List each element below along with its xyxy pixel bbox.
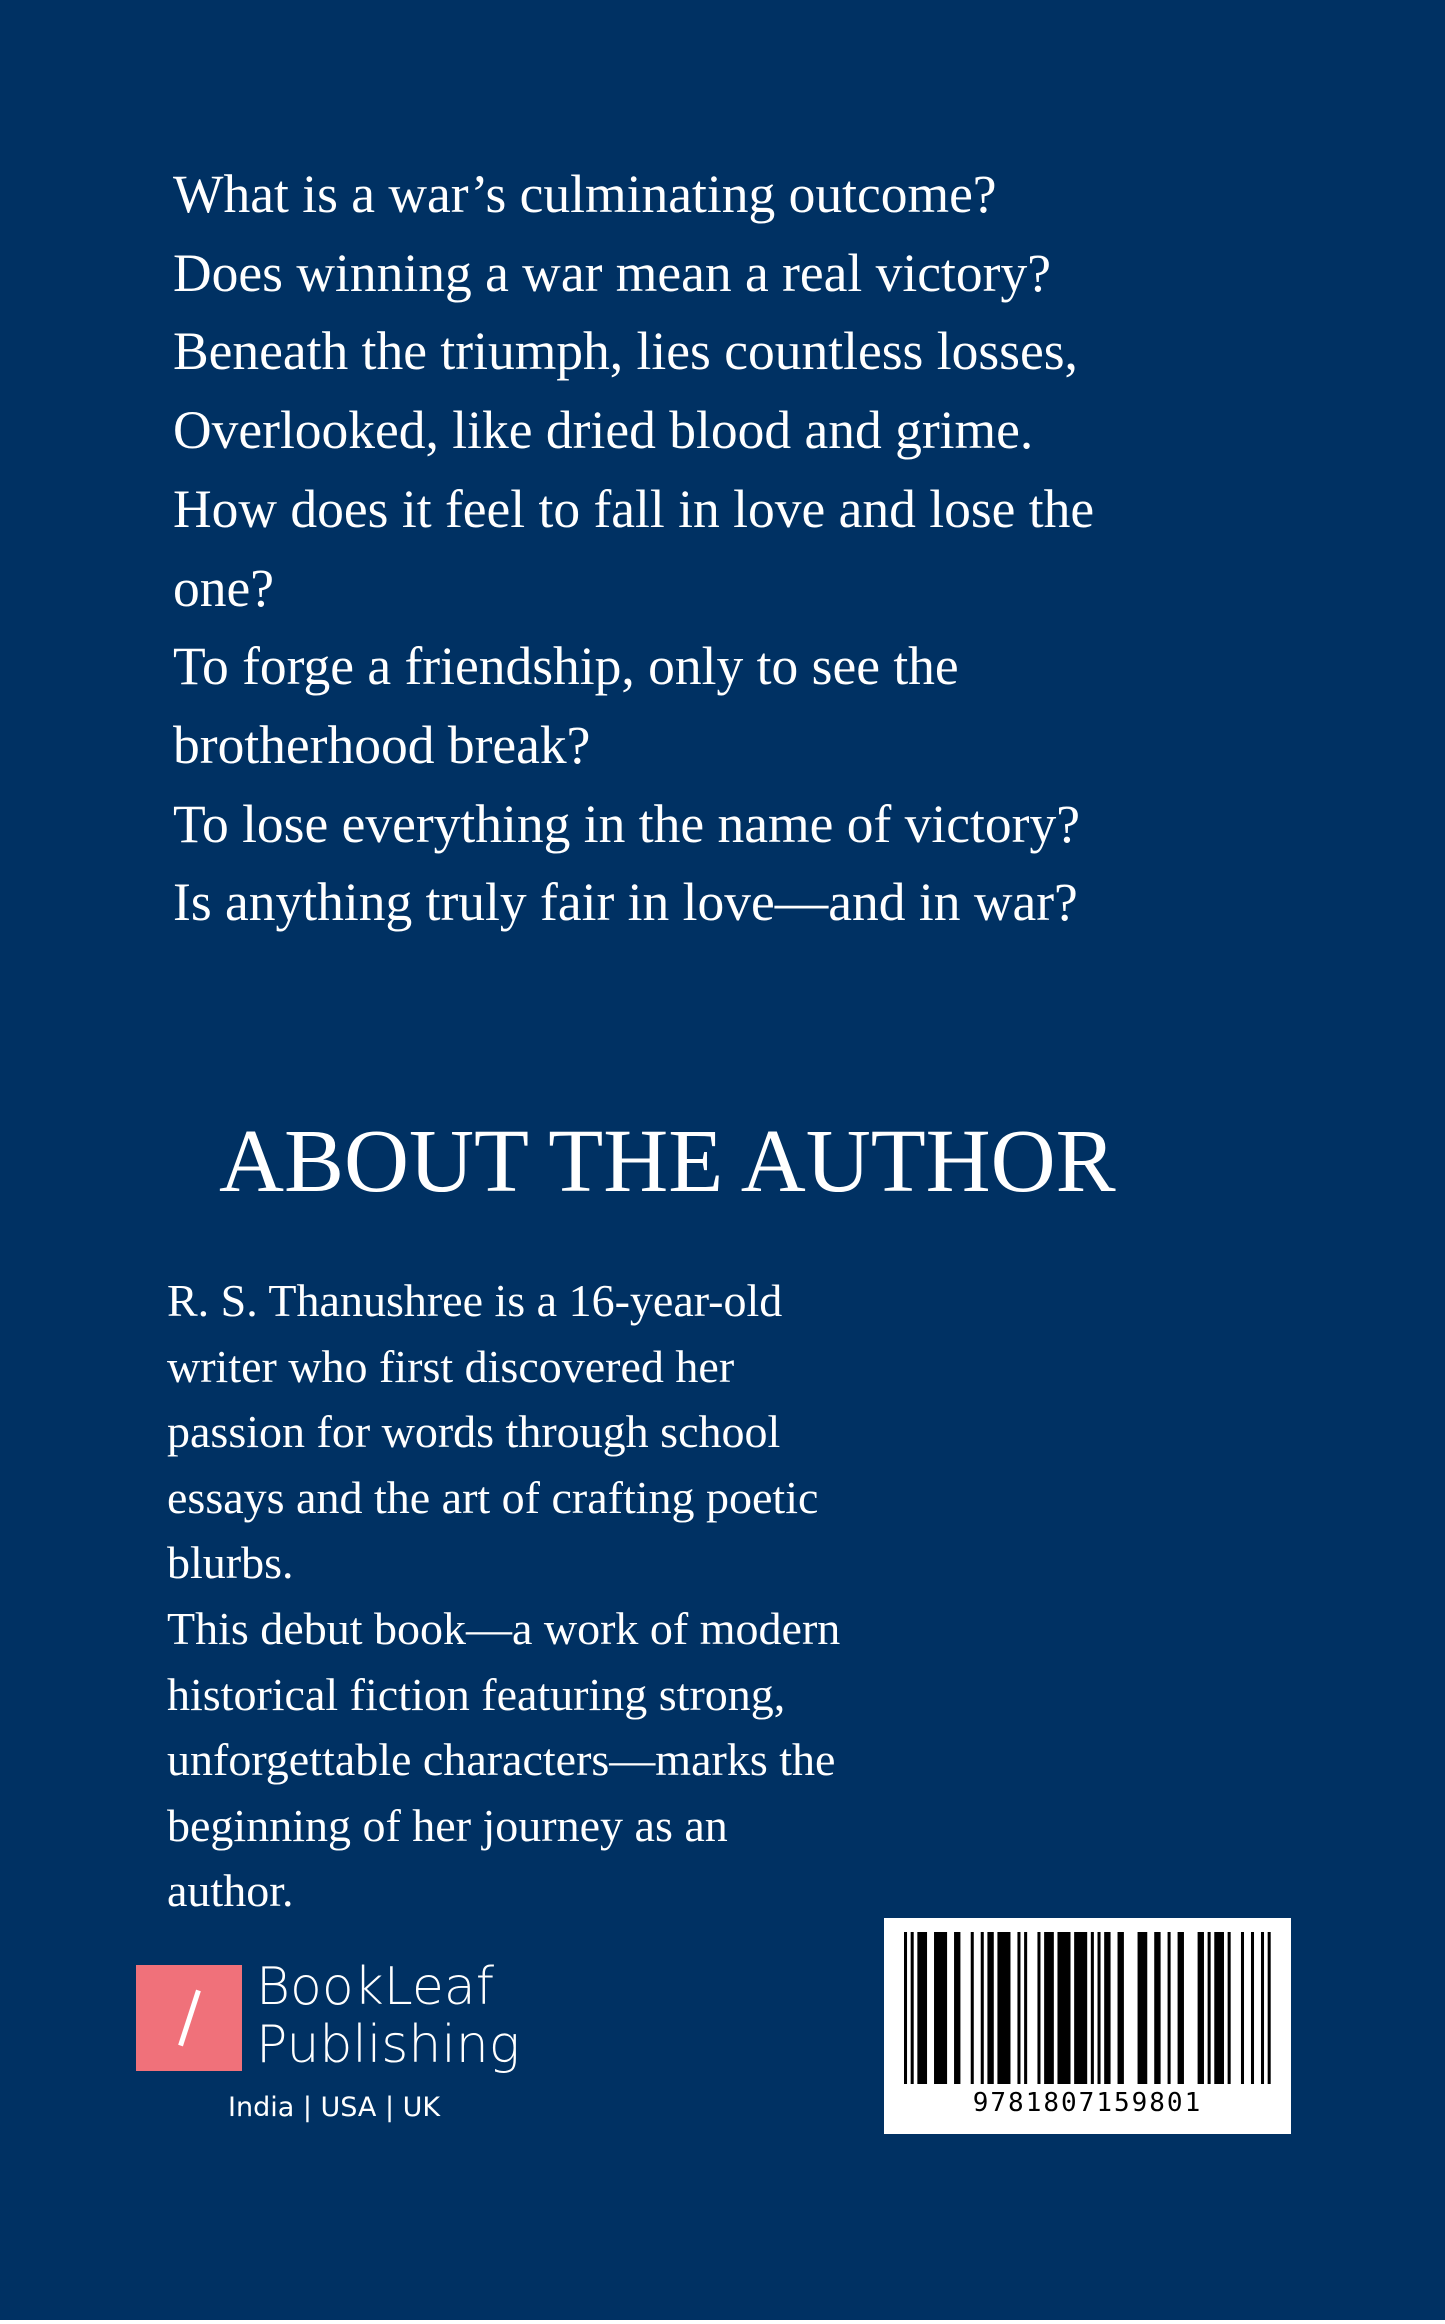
- publisher-logo-icon: [136, 1965, 242, 2071]
- barcode-bar: [911, 1932, 914, 2084]
- bio-line: author.: [167, 1865, 294, 1917]
- barcode-bar: [1074, 1932, 1087, 2084]
- blurb-line: To forge a friendship, only to see the: [173, 636, 959, 697]
- blurb-line: brotherhood break?: [173, 714, 591, 775]
- barcode-bar: [1268, 1932, 1271, 2084]
- barcode-bar: [987, 1932, 993, 2084]
- bio-line: passion for words through school: [167, 1406, 781, 1458]
- about-heading: ABOUT THE AUTHOR: [219, 1112, 1116, 1211]
- barcode-bar: [1118, 1932, 1124, 2084]
- author-bio: [167, 1268, 967, 1924]
- barcode-bars-icon: [904, 1932, 1271, 2084]
- barcode-bar: [1154, 1932, 1160, 2084]
- barcode-bar: [971, 1932, 974, 2084]
- blurb-line: one?: [173, 557, 274, 618]
- barcode-bar: [1198, 1932, 1204, 2084]
- bio-line: blurbs.: [167, 1537, 294, 1589]
- barcode-bar: [1091, 1932, 1094, 2084]
- blurb-line: Does winning a war mean a real victory?: [173, 242, 1051, 303]
- publisher-name-line1: BookLeaf: [256, 1957, 495, 2017]
- barcode-bar: [1098, 1932, 1101, 2084]
- barcode-bar: [997, 1932, 1010, 2084]
- bio-line: This debut book—a work of modern: [167, 1602, 841, 1654]
- barcode-bar: [1017, 1932, 1020, 2084]
- bio-line: writer who first discovered her: [167, 1340, 735, 1392]
- barcode-bar: [1044, 1932, 1054, 2084]
- barcode-bar: [1178, 1932, 1184, 2084]
- blurb-line: What is a war’s culminating outcome?: [173, 164, 997, 224]
- publisher-regions: India | USA | UK: [228, 2092, 441, 2123]
- blurb-line: How does it feel to fall in love and lose the: [173, 478, 1095, 539]
- barcode-bar: [1241, 1932, 1244, 2084]
- barcode-bar: [1024, 1932, 1027, 2084]
- bio-line: unforgettable characters—marks the: [167, 1734, 836, 1786]
- barcode-bar: [1168, 1932, 1171, 2084]
- barcode-bar: [1037, 1932, 1040, 2084]
- slash-icon: [178, 1990, 201, 2047]
- bio-line: R. S. Thanushree is a 16-year-old: [167, 1275, 783, 1326]
- bio-line: essays and the art of crafting poetic: [167, 1471, 819, 1523]
- barcode-bar: [981, 1932, 984, 2084]
- bio-line: beginning of her journey as an: [167, 1799, 728, 1851]
- barcode-bar: [1251, 1932, 1254, 2084]
- blurb-line: Overlooked, like dried blood and grime.: [173, 400, 1034, 461]
- bio-line: historical fiction featuring strong,: [167, 1668, 786, 1720]
- blurb-line: Is anything truly fair in love—and in war?: [173, 872, 1078, 933]
- barcode-bar: [904, 1932, 907, 2084]
- barcode-bar: [1228, 1932, 1231, 2084]
- barcode: [884, 1918, 1291, 2134]
- barcode-bar: [1057, 1932, 1070, 2084]
- barcode-bar: [921, 1932, 927, 2084]
- blurb-line: To lose everything in the name of victory?: [173, 793, 1080, 854]
- barcode-bar: [1208, 1932, 1211, 2084]
- blurb-line: Beneath the triumph, lies countless losses,: [173, 321, 1078, 382]
- publisher-name-line2: Publishing: [256, 2015, 520, 2075]
- barcode-bar: [1261, 1932, 1264, 2084]
- barcode-bar: [1138, 1932, 1148, 2084]
- barcode-bar: [1104, 1932, 1110, 2084]
- blurb: [173, 155, 1273, 942]
- barcode-bar: [1214, 1932, 1224, 2084]
- barcode-bar: [934, 1932, 947, 2084]
- barcode-bar: [954, 1932, 960, 2084]
- isbn-number: 9781807159801: [972, 2088, 1203, 2118]
- publisher-name: [256, 1958, 520, 2074]
